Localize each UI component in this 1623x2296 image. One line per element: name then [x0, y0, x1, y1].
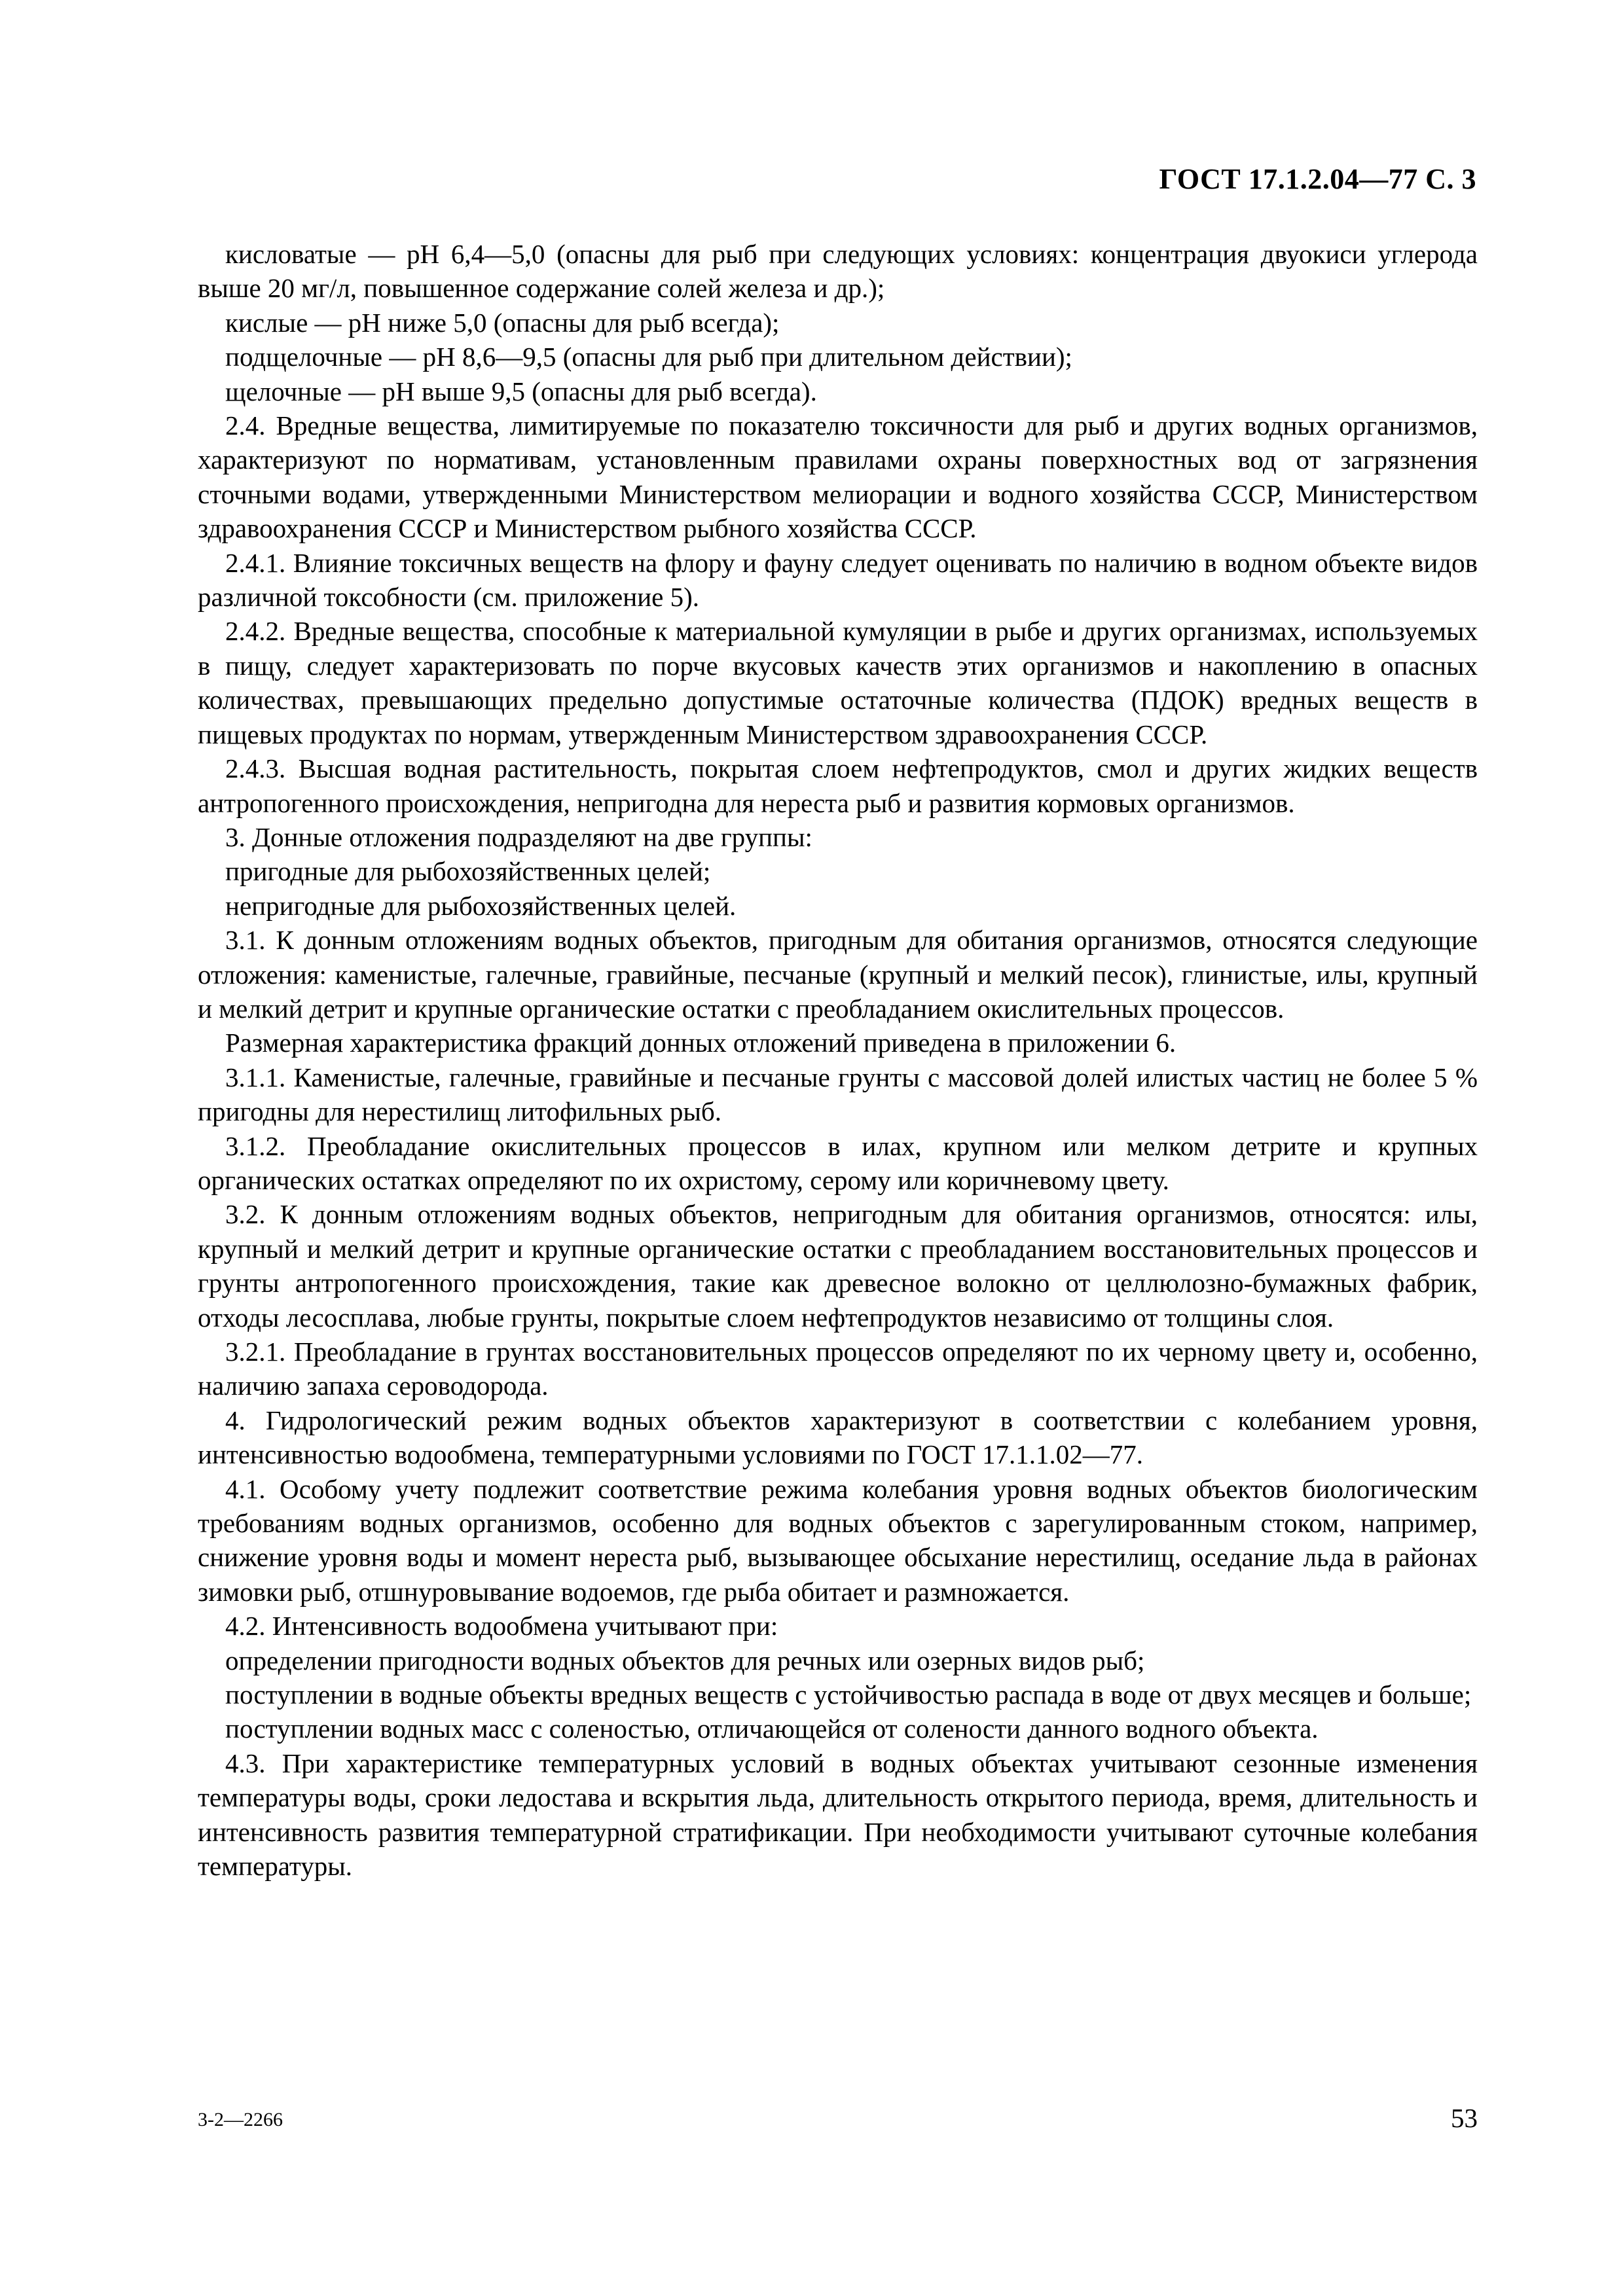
- paragraph: 3.1. К донным отложениям водных объектов, пригодным для обитания организмов, относятся следующие отложения: каменистые, галечные, гравийные, песчаные (крупный и мелкий песок), глинистые, илы, крупный и мелкий детрит и крупные органические остатки с преобладанием окислительных процессов.: [198, 925, 1478, 1024]
- paragraph: поступлении водных масс с соленостью, отличающейся от солености данного водного объекта.: [225, 1713, 1319, 1744]
- paragraph: кисловатые — рН 6,4—5,0 (опасны для рыб при следующих условиях: концентрация двуокиси углерода выше 20 мг/л, повышенное содержание солей железа и др.);: [198, 239, 1478, 304]
- paragraph: кислые — рН ниже 5,0 (опасны для рыб всегда);: [225, 307, 780, 338]
- paragraph: 2.4.3. Высшая водная растительность, покрытая слоем нефтепродуктов, смол и других жидких веществ антропогенного происхождения, непригодна для нереста рыб и развития кормовых организмов.: [198, 753, 1478, 818]
- page-header: ГОСТ 17.1.2.04—77 С. 3: [1159, 163, 1476, 195]
- paragraph: 2.4.1. Влияние токсичных веществ на флору и фауну следует оценивать по наличию в водном объекте видов различной токсобности (см. приложение 5).: [198, 547, 1478, 613]
- paragraph: непригодные для рыбохозяйственных целей.: [225, 890, 737, 921]
- footer-code: 3-2—2266: [198, 2109, 283, 2130]
- paragraph: 2.4. Вредные вещества, лимитируемые по показателю токсичности для рыб и других водных организмов, характеризуют по нормативам, установленным правилами охраны поверхностных вод от загрязнения сточными водами, утвержденными Министерством мелиорации и водного хозяйства СССР, Министерством здравоохранения СССР и Министерством рыбного хозяйства СССР.: [198, 410, 1478, 544]
- paragraph: 4.2. Интенсивность водообмена учитывают при:: [225, 1611, 778, 1641]
- paragraph: 4.1. Особому учету подлежит соответствие режима колебания уровня водных объектов биологическим требованиям водных организмов, особенно для водных объектов с зарегулированным стоком, например, снижение уровня воды и момент нереста рыб, вызывающее обсыхание нерестилищ, оседание льда в районах зимовки рыб, отшнуровывание водоемов, где рыба обитает и размножается.: [198, 1473, 1478, 1607]
- paragraph: 3.2.1. Преобладание в грунтах восстановительных процессов определяют по их черному цвету и, особенно, наличию запаха сероводорода.: [198, 1336, 1478, 1401]
- paragraph: 2.4.2. Вредные вещества, способные к материальной кумуляции в рыбе и других организмах, используемых в пищу, следует характеризовать по порче вкусовых качеств этих организмов и накоплению в опасных количествах, превышающих предельно допустимые остаточные количества (ПДОК) вредных веществ в пищевых продуктах по нормам, утвержденным Министерством здравоохранения СССР.: [198, 616, 1478, 749]
- paragraph: Размерная характеристика фракций донных отложений приведена в приложении 6.: [225, 1028, 1176, 1058]
- paragraph: щелочные — рН выше 9,5 (опасны для рыб всегда).: [225, 376, 817, 406]
- page-number: 53: [1451, 2103, 1478, 2133]
- paragraph: определении пригодности водных объектов для речных или озерных видов рыб;: [225, 1645, 1145, 1676]
- paragraph: пригодные для рыбохозяйственных целей;: [225, 856, 711, 887]
- paragraph: 4.3. При характеристике температурных условий в водных объектах учитывают сезонные изменения температуры воды, сроки ледостава и вскрытия льда, длительность открытого периода, время, длительность и интенсивность развития температурной стратификации. При необходимости учитывают суточные колебания температуры.: [198, 1748, 1478, 1882]
- paragraph: 3. Донные отложения подразделяют на две группы:: [225, 821, 812, 852]
- paragraph: поступлении в водные объекты вредных веществ с устойчивостью распада в воде от двух месяцев и больше;: [225, 1679, 1472, 1710]
- page-footer: [198, 2102, 1478, 2142]
- paragraph: 4. Гидрологический режим водных объектов характеризуют в соответствии с колебанием уровня, интенсивностью водообмена, температурными условиями по ГОСТ 17.1.1.02—77.: [198, 1405, 1478, 1470]
- document-body: [198, 237, 1478, 1884]
- paragraph: 3.1.1. Каменистые, галечные, гравийные и песчаные грунты с массовой долей илистых частиц не более 5 % пригодны для нерестилищ литофильных рыб.: [198, 1062, 1478, 1127]
- paragraph: подщелочные — рН 8,6—9,5 (опасны для рыб при длительном действии);: [225, 342, 1072, 372]
- paragraph: 3.1.2. Преобладание окислительных процессов в илах, крупном или мелком детрите и крупных органических остатках определяют по их охристому, серому или коричневому цвету.: [198, 1130, 1478, 1195]
- paragraph: 3.2. К донным отложениям водных объектов, непригодным для обитания организмов, относятся: илы, крупный и мелкий детрит и крупные органические остатки с преобладанием восстановительных процессов и грунты антропогенного происхождения, такие как древесное волокно от целлюлозно-бумажных фабрик, отходы лесосплава, любые грунты, покрытые слоем нефтепродуктов независимо от толщины слоя.: [198, 1199, 1478, 1333]
